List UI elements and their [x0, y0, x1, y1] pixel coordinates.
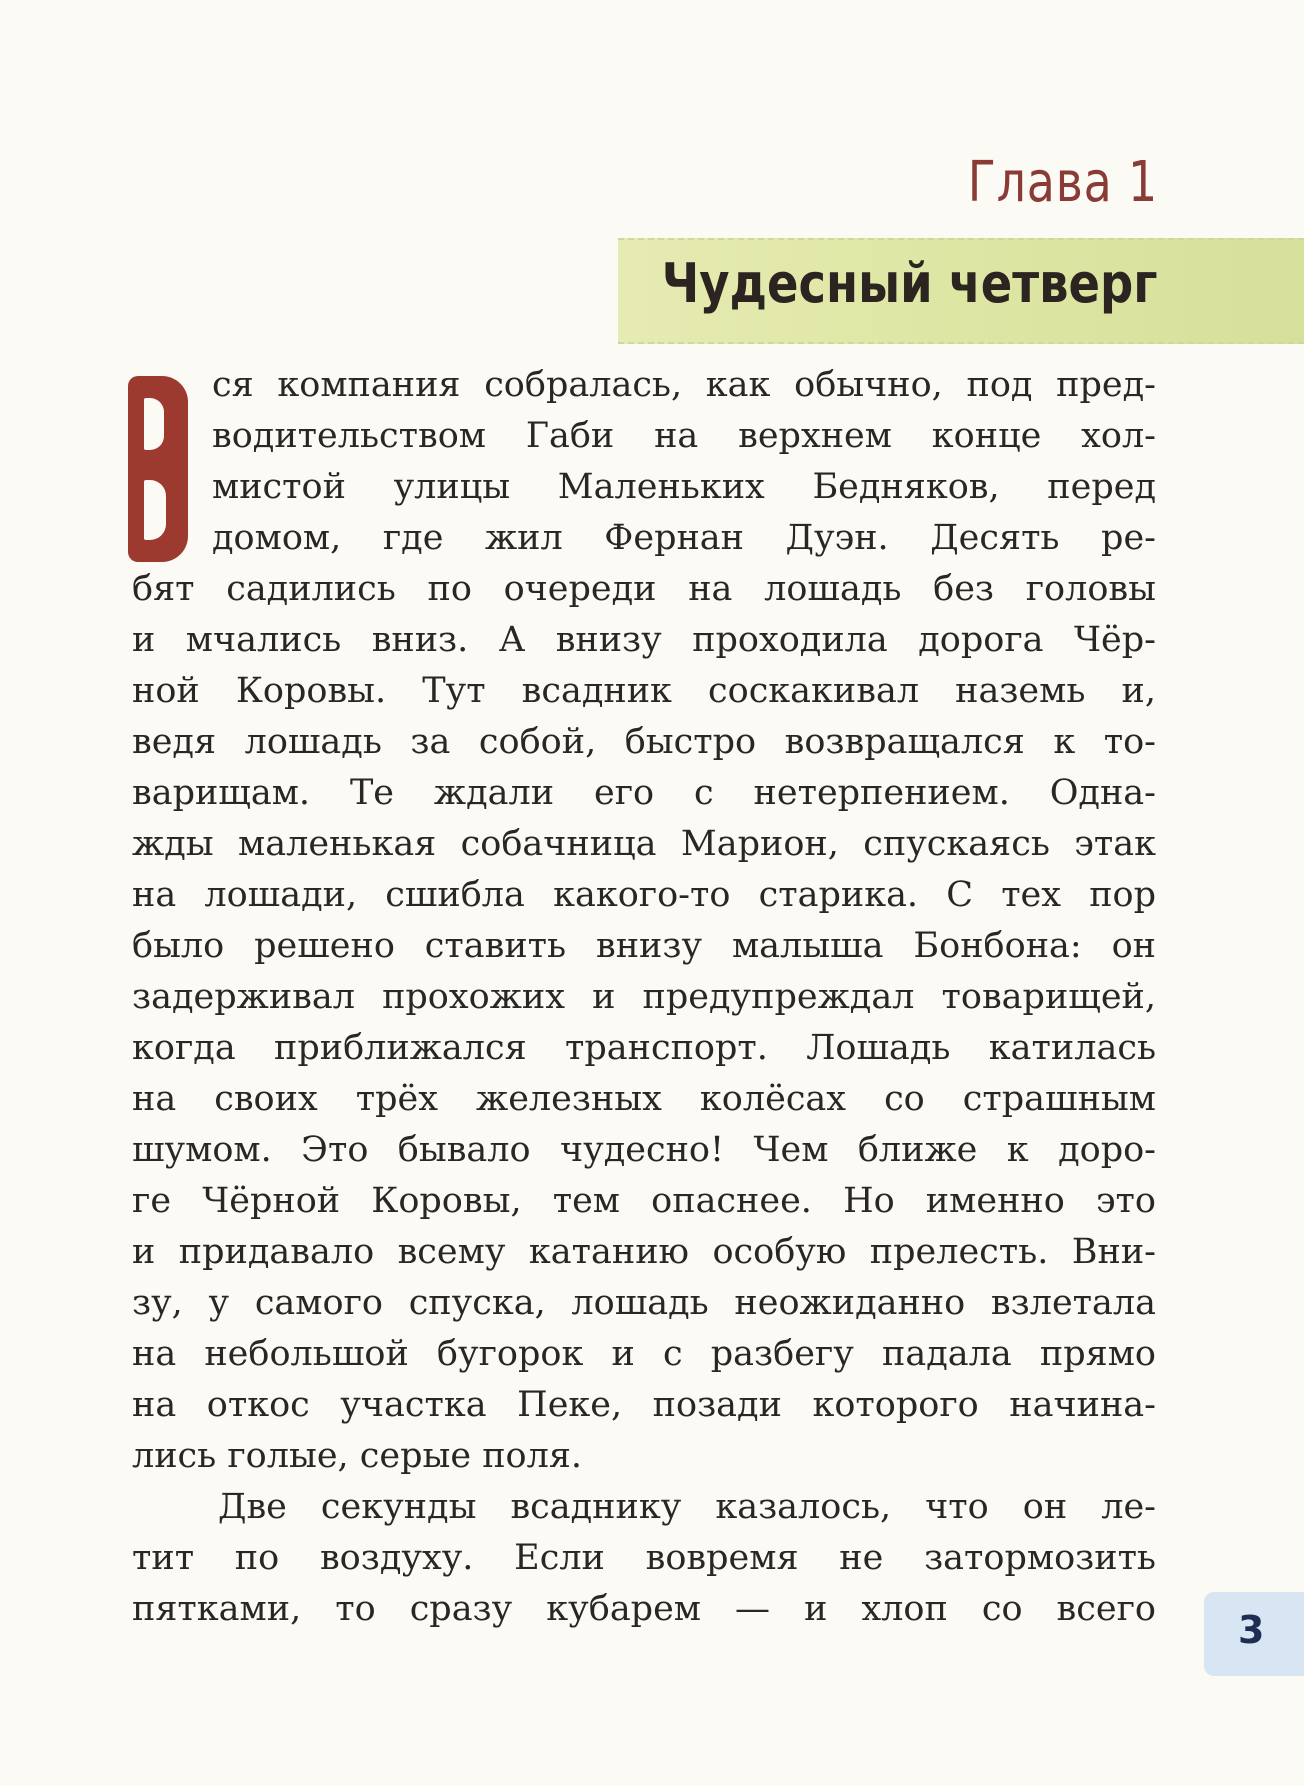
text-line: на лошади, сшибла какого-то старика. С тех пор: [132, 875, 1156, 915]
text-line: домом, где жил Фернан Дуэн. Десять ре-: [212, 518, 1156, 558]
text-line: было решено ставить внизу малыша Бонбона: он: [132, 926, 1156, 966]
text-line: ге Чёрной Коровы, тем опаснее. Но именно это: [132, 1181, 1156, 1221]
text-line: водительством Габи на верхнем конце хол-: [212, 416, 1156, 456]
text-line: когда приближался транспорт. Лошадь катилась: [132, 1028, 1156, 1068]
text-line: задерживал прохожих и предупреждал товарищей,: [132, 977, 1156, 1017]
text-line: и придавало всему катанию особую прелесть. Вни-: [132, 1232, 1156, 1272]
page-number: 3: [1238, 1608, 1265, 1652]
drop-cap: [128, 376, 188, 562]
chapter-title: Чудесный четверг: [662, 252, 1158, 315]
text-line: шумом. Это бывало чудесно! Чем ближе к доро-: [132, 1130, 1156, 1170]
text-line: зу, у самого спуска, лошадь неожиданно взлетала: [132, 1283, 1156, 1323]
text-line: мистой улицы Маленьких Бедняков, перед: [212, 467, 1156, 507]
text-line: и мчались вниз. А внизу проходила дорога Чёр-: [132, 620, 1156, 660]
text-line: тит по воздуху. Если вовремя не затормозить: [132, 1538, 1156, 1578]
text-line: на небольшой бугорок и с разбегу падала прямо: [132, 1334, 1156, 1374]
text-line: ведя лошадь за собой, быстро возвращался к то-: [132, 722, 1156, 762]
text-line: варищам. Те ждали его с нетерпением. Одна-: [132, 773, 1156, 813]
text-line: жды маленькая собачница Марион, спускаясь этак: [132, 824, 1156, 864]
text-line: бят садились по очереди на лошадь без головы: [132, 569, 1156, 609]
text-line: на откос участка Пеке, позади которого начина-: [132, 1385, 1156, 1425]
chapter-label: Глава 1: [967, 150, 1158, 215]
text-line: ной Коровы. Тут всадник соскакивал наземь и,: [132, 671, 1156, 711]
text-line: пятками, то сразу кубарем — и хлоп со всего: [132, 1589, 1156, 1629]
text-line: на своих трёх железных колёсах со страшным: [132, 1079, 1156, 1119]
text-line: Две секунды всаднику казалось, что он ле-: [218, 1487, 1156, 1527]
text-line: лись голые, серые поля.: [132, 1436, 583, 1476]
text-line: ся компания собралась, как обычно, под пред-: [212, 365, 1156, 405]
